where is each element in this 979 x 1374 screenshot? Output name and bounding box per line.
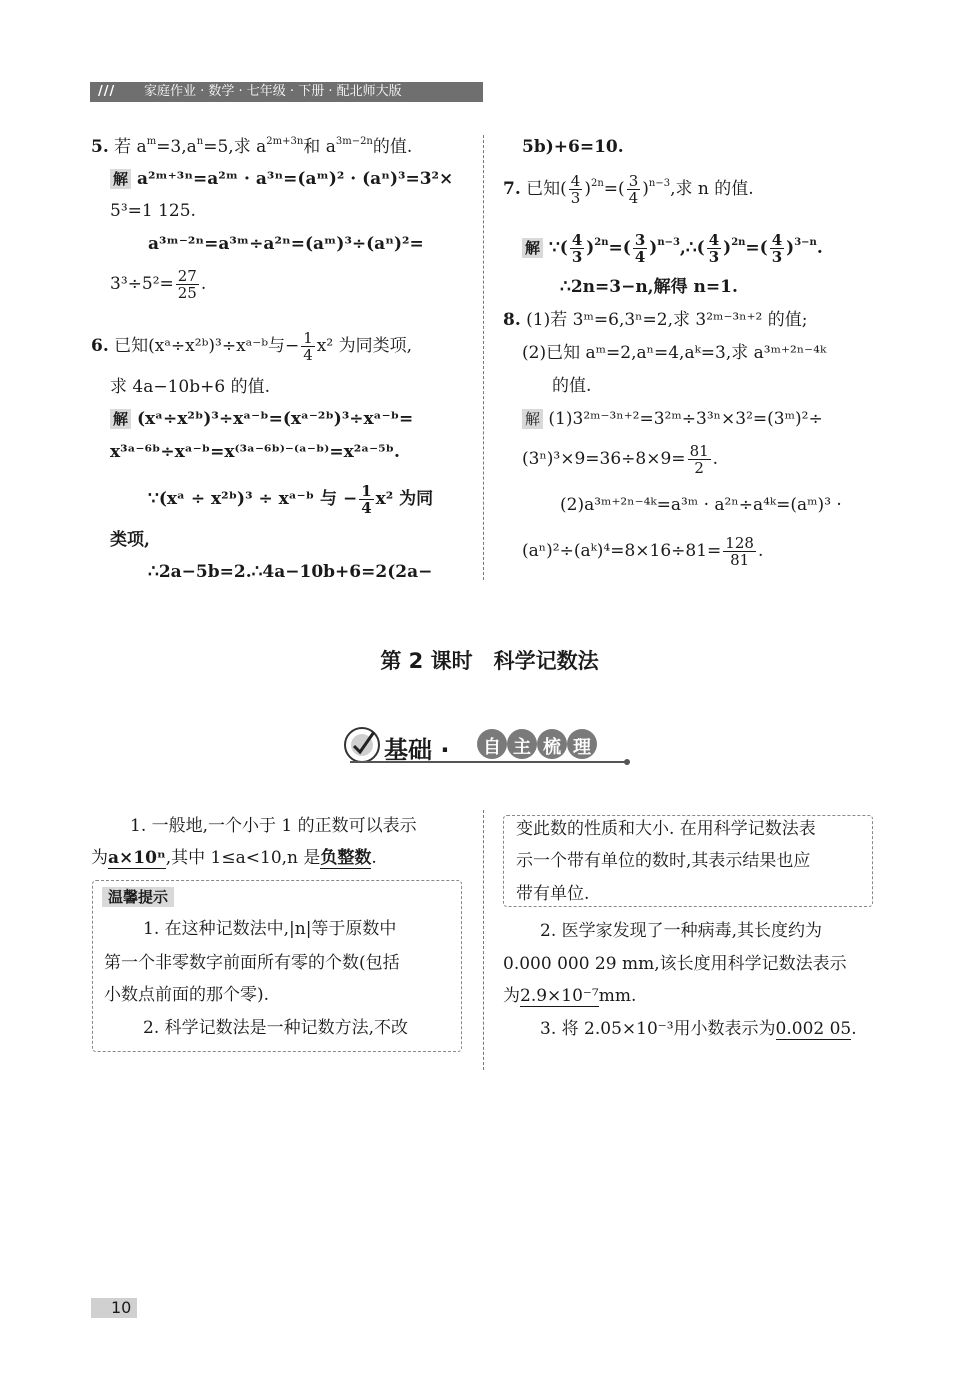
q8-solution-line3: (2)a³ᵐ⁺²ⁿ⁻⁴ᵏ=a³ᵐ · a²ⁿ÷a⁴ᵏ=(aᵐ)³ · (560, 495, 842, 515)
q6-solution-line2: x³ᵃ⁻⁶ᵇ÷xᵃ⁻ᵇ=x⁽³ᵃ⁻⁶ᵇ⁾⁻⁽ᵃ⁻ᵇ⁾=x²ᵃ⁻⁵ᵇ. (110, 442, 400, 462)
tip2-line1: 2. 科学记数法是一种记数方法,不改 (143, 1018, 409, 1038)
header-text: 家庭作业 · 数学 · 七年级 · 下册 · 配北师大版 (144, 84, 402, 99)
basics-item1-line2: 为a×10ⁿ,其中 1≤a<10,n 是负整数. (91, 848, 377, 868)
header-slashes: /// (98, 84, 116, 99)
q5-solution-line2: 5³=1 125. (110, 201, 196, 221)
solution-tag: 解 (110, 169, 131, 189)
answer-blank: a×10ⁿ (108, 848, 166, 868)
q8-part2-end: 的值. (552, 376, 592, 396)
fraction: $\frac{27}{25}$ (177, 267, 197, 302)
basics-q2-line2: 0.000 000 29 mm,该长度用科学记数法表示 (503, 954, 847, 974)
tip2-line2: 变此数的性质和大小. 在用科学记数法表 (516, 819, 816, 839)
q8-part1: 8. (1)若 3ᵐ=6,3ⁿ=2,求 3²ᵐ⁻³ⁿ⁺² 的值; (503, 310, 808, 330)
q5-solution-line4: 3³÷5²= $\frac{27}{25}$ . (110, 267, 207, 302)
page-number: 10 (91, 1298, 137, 1318)
q8-solution-line2: (3ⁿ)³×9=36÷8×9= $\frac{81}{2}$ . (522, 442, 719, 477)
running-header (90, 82, 483, 102)
q6-continued: 5b)+6=10. (522, 137, 624, 157)
answer-blank: 0.002 05 (775, 1019, 852, 1039)
answer-blank: 负整数 (320, 848, 372, 868)
tip1-line1: 1. 在这种记数法中,|n|等于原数中 (143, 919, 397, 939)
basics-q2-line1: 2. 医学家发现了一种病毒,其长度约为 (540, 921, 823, 941)
q7-prompt: 7. 已知( $\frac{4}{3}$ )$^{2n}$=( $\frac{3}{4}$ )$^{n-3}$,求 n 的值. (503, 172, 754, 207)
tip2-line4: 带有单位. (516, 884, 590, 904)
q6-solution-line3: ∵(xᵃ ÷ x²ᵇ)³ ÷ xᵃ⁻ᵇ 与 − $\frac{1}{4}$ x² 为同 (148, 482, 434, 517)
banner-left: 基础 · (384, 736, 450, 764)
column-divider (483, 135, 484, 580)
tip1-line2: 第一个非零数字前面所有零的个数(包括 (104, 953, 400, 973)
banner-char-3: 梳 (543, 737, 561, 758)
q6-prompt-line1: 6. 已知(xᵃ÷x²ᵇ)³÷xᵃ⁻ᵇ与− $\frac{1}{4}$ x² 为同类项, (91, 329, 412, 364)
q7-solution-line1: 解 ∵( $\frac{4}{3}$ )$^{2n}$=( $\frac{3}{4}$ )$^{n-3}$,∴( $\frac{4}{3}$ )$^{2n}$=( $\frac{4}{3}$ )$^{3-n}$. (522, 232, 823, 265)
basics-q2-line3: 为2.9×10⁻⁷mm. (503, 986, 637, 1006)
lesson-title: 第 2 课时 科学记数法 (380, 649, 599, 673)
q6-solution-line4: 类项, (110, 530, 150, 550)
solution-tag: 解 (522, 409, 543, 429)
section-banner (340, 720, 630, 770)
q6-prompt-line2: 求 4a−10b+6 的值. (110, 377, 270, 397)
banner-char-2: 主 (513, 737, 531, 758)
column-divider-lower (483, 810, 484, 1070)
q5-solution-line3: a³ᵐ⁻²ⁿ=a³ᵐ÷a²ⁿ=(aᵐ)³÷(aⁿ)²= (148, 234, 424, 254)
tip1-line3: 小数点前面的那个零). (104, 985, 270, 1005)
q6-solution-line5: ∴2a−5b=2.∴4a−10b+6=2(2a− (148, 562, 433, 582)
tips-title: 温馨提示 (102, 886, 174, 908)
answer-blank: 2.9×10⁻⁷ (520, 986, 599, 1006)
q6-solution-line1: 解 (xᵃ÷x²ᵇ)³÷xᵃ⁻ᵇ=(xᵃ⁻²ᵇ)³÷xᵃ⁻ᵇ= (110, 408, 413, 430)
q8-solution-line1: 解 (1)3²ᵐ⁻³ⁿ⁺²=3²ᵐ÷3³ⁿ×3²=(3ᵐ)²÷ (522, 408, 823, 430)
banner-char-4: 理 (573, 737, 591, 758)
solution-tag: 解 (110, 409, 131, 429)
q5-solution-line1: 解 a²ᵐ⁺³ⁿ=a²ᵐ · a³ⁿ=(aᵐ)² · (aⁿ)³=3²× (110, 168, 453, 190)
tip2-line3: 示一个带有单位的数时,其表示结果也应 (516, 851, 811, 871)
q7-solution-line2: ∴2n=3−n,解得 n=1. (560, 277, 738, 297)
solution-tag: 解 (522, 238, 543, 258)
banner-char-1: 自 (483, 737, 501, 758)
q8-part2: (2)已知 aᵐ=2,aⁿ=4,aᵏ=3,求 a³ᵐ⁺²ⁿ⁻⁴ᵏ (522, 343, 827, 363)
q8-solution-line4: (aⁿ)²÷(aᵏ)⁴=8×16÷81= $\frac{128}{81}$ . (522, 534, 764, 569)
basics-q3: 3. 将 2.05×10⁻³用小数表示为0.002 05. (540, 1019, 857, 1039)
q5-prompt: 5. 若 $a^m=3,a^n=5$,求 $a^{2m+3n}$和 $a^{3m-2n}$的值. (91, 136, 413, 157)
basics-item1-line1: 1. 一般地,一个小于 1 的正数可以表示 (130, 816, 417, 836)
